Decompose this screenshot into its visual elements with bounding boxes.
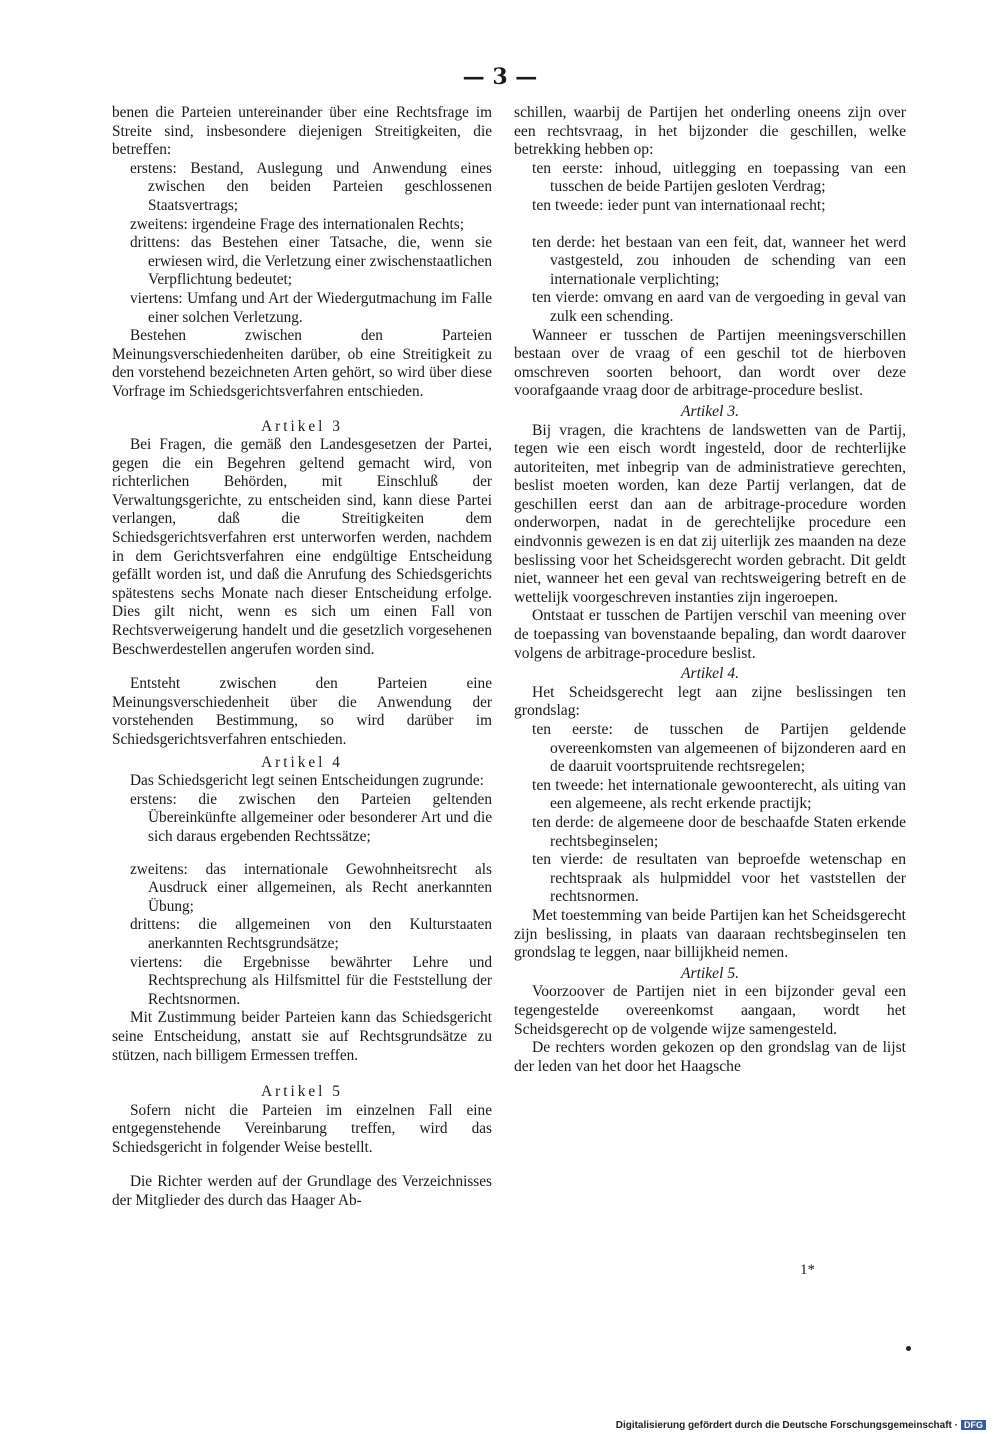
- ink-dot: [906, 1346, 911, 1351]
- dutch-item: ten derde: het bestaan van een feit, dat, wanneer het werd vastgesteld, zou inhouden de schending van een internationale verplichting;: [532, 233, 906, 288]
- dutch-article-3-title: Artikel 3.: [680, 402, 740, 420]
- dutch-intro: schillen, waarbij de Partijen het onderling oneens zijn over een rechtsvraag, in het bijzonder die geschillen, welke betrekking hebben op:: [514, 104, 906, 159]
- page-number: — 3 —: [462, 64, 538, 90]
- german-item: viertens: die Ergebnisse bewährter Lehre und Rechtsprechung als Hilfsmittel für die Feststellung der Rechtsnormen.: [130, 953, 492, 1008]
- dutch-paragraph: De rechters worden gekozen op den grondslag van de lijst der leden van het door het Haagsche: [514, 1039, 906, 1075]
- german-article-5-title: Artikel 5: [261, 1083, 343, 1101]
- dutch-item: ten derde: de algemeene door de beschaafde Staten erkende rechtsbeginselen;: [532, 813, 906, 850]
- german-item: drittens: die allgemeinen von den Kulturstaaten anerkannten Rechtsgrundsätze;: [130, 916, 492, 952]
- dutch-paragraph: Bij vragen, die krachtens de landswetten van de Partij, tegen wie een eisch wordt ingesteld, door de rechterlijke autoriteiten, met inbegrip van de administratieve gerechten, beslist moeten worden, kan deze Partij verlangen, dat de geschillen eerst dan aan de arbitrage-procedure worden onderworpen, nadat in de gerechtelijke procedure een eindvonnis gewezen is en dat zij uiterlijk zes maanden na deze beslissing voor het Scheidsgerecht worden gebracht. Dit geldt niet, wanneer het een geval van rechtsweigering betreft en de wettelijk voorgeschreven instanties zijn ingeroepen.: [514, 421, 906, 606]
- dutch-column: [514, 104, 906, 1076]
- dutch-paragraph: Wanneer er tusschen de Partijen meeningsverschillen bestaan over de vraag of een geschil tot de hierboven omschreven soorten behoort, dan wordt over deze voorafgaande vraag door de arbitrage-procedure beslist.: [514, 326, 906, 400]
- digitization-footer: [616, 1420, 986, 1431]
- german-paragraph: Mit Zustimmung beider Parteien kann das Schiedsgericht seine Entscheidung, anstatt sie auf Rechtsgrundsätze zu stützen, nach billigem Ermessen treffen.: [112, 1009, 492, 1064]
- dutch-paragraph: Ontstaat er tusschen de Partijen verschil van meening over de toepassing van bovenstaande bepaling, dan wordt daarover volgens de arbitrage-procedure beslist.: [514, 607, 906, 662]
- dutch-article-4-title: Artikel 4.: [680, 665, 740, 683]
- signature-mark: 1*: [800, 1262, 815, 1278]
- german-item: erstens: die zwischen den Parteien geltenden Übereinkünfte allgemeiner oder besonderer Art und die sich daraus ergebenden Rechtssätze;: [130, 790, 492, 845]
- footer-text: Digitalisierung gefördert durch die Deutsche Forschungsgemeinschaft ·: [615, 1420, 958, 1431]
- dutch-paragraph: Het Scheidsgerecht legt aan zijne beslissingen ten grondslag:: [514, 683, 906, 720]
- german-paragraph: Entsteht zwischen den Parteien eine Meinungsverschiedenheit über die Anwendung der vorstehenden Bestimmung, so wird darüber im Schiedsgerichtsverfahren entschieden.: [112, 675, 492, 748]
- german-item: zweitens: das internationale Gewohnheitsrecht als Ausdruck einer allgemeinen, als Recht anerkannten Übung;: [130, 860, 492, 915]
- dutch-item: ten eerste: de tusschen de Partijen geldende overeenkomsten van algemeenen of bijzonderen aard en de daaruit voortspruitende rechtsregelen;: [532, 721, 906, 776]
- german-paragraph: Die Richter werden auf der Grundlage des Verzeichnisses der Mitglieder des durch das Haager Ab-: [112, 1173, 492, 1210]
- dutch-article-5-title: Artikel 5.: [680, 964, 740, 982]
- dutch-item: ten tweede: het internationale gewoonterecht, als uiting van een algemeene, als recht erkende practijk;: [532, 776, 906, 813]
- german-item: drittens: das Bestehen einer Tatsache, die, wenn sie erwiesen wird, die Verletzung einer zwischenstaatlichen Verpflichtung bedeutet;: [130, 234, 492, 289]
- dutch-item: ten tweede: ieder punt van internationaal recht;: [532, 196, 826, 214]
- dfg-logo: DFG: [961, 1420, 986, 1430]
- german-item: erstens: Bestand, Auslegung und Anwendung eines zwischen den beiden Parteien geschlossenen Staatsvertrags;: [130, 159, 492, 214]
- german-item: viertens: Umfang und Art der Wiedergutmachung im Falle einer solchen Verletzung.: [130, 289, 492, 326]
- german-paragraph: Bei Fragen, die gemäß den Landesgesetzen der Partei, gegen die ein Begehren geltend gemacht wird, von richterlichen Behörden, mit Einschluß der Verwaltungsgerichte, zu entscheiden sind, kann diese Partei verlangen, daß die Streitigkeiten dem Schiedsgerichtsverfahren erst unterworfen werden, nachdem in dem Gerichtsverfahren eine endgültige Entscheidung gefällt worden ist, und daß die Anrufung des Schiedsgerichts spätestens sechs Monate nach dieser Entscheidung erfolge. Dies gilt nicht, wenn es sich um einen Fall von Rechtsverweigerung handelt und die gesetzlich vorgesehenen Beschwerdestellen angerufen worden sind.: [112, 436, 492, 658]
- german-article-3-title: Artikel 3: [261, 417, 343, 435]
- dutch-item: ten vierde: de resultaten van beproefde wetenschap en rechtspraak als hulpmiddel voor het vaststellen der rechtsnormen.: [532, 851, 906, 906]
- german-item: zweitens: irgendeine Frage des internationalen Rechts;: [130, 215, 465, 233]
- german-paragraph: Sofern nicht die Parteien im einzelnen Fall eine entgegenstehende Vereinbarung treffen, wird das Schiedsgericht in folgender Weise bestellt.: [112, 1101, 492, 1156]
- dutch-item: ten eerste: inhoud, uitlegging en toepassing van een tusschen de beide Partijen gesloten Verdrag;: [532, 159, 906, 196]
- dutch-item: ten vierde: omvang en aard van de vergoeding in geval van zulk een schending.: [532, 289, 906, 325]
- german-paragraph: Bestehen zwischen den Parteien Meinungsverschiedenheiten darüber, ob eine Streitigkeit zu den vorstehend bezeichneten Arten gehört, so wird über diese Vorfrage im Schiedsgerichtsverfahren entschieden.: [112, 327, 492, 400]
- german-paragraph: Das Schiedsgericht legt seinen Entscheidungen zugrunde:: [130, 772, 484, 790]
- dutch-paragraph: Voorzoover de Partijen niet in een bijzonder geval een tegengestelde overeenkomst aangaan, wordt het Scheidsgerecht op de volgende wijze samengesteld.: [514, 983, 906, 1038]
- german-article-4-title: Artikel 4: [261, 753, 343, 771]
- german-column: [112, 104, 492, 1211]
- dutch-paragraph: Met toestemming van beide Partijen kan het Scheidsgerecht zijn beslissing, in plaats van daaraan rechtsbeginselen ten grondslag te leggen, naar billijkheid nemen.: [514, 906, 906, 962]
- german-intro: benen die Parteien untereinander über eine Rechtsfrage im Streite sind, insbesondere diejenigen Streitigkeiten, die betreffen:: [112, 104, 492, 159]
